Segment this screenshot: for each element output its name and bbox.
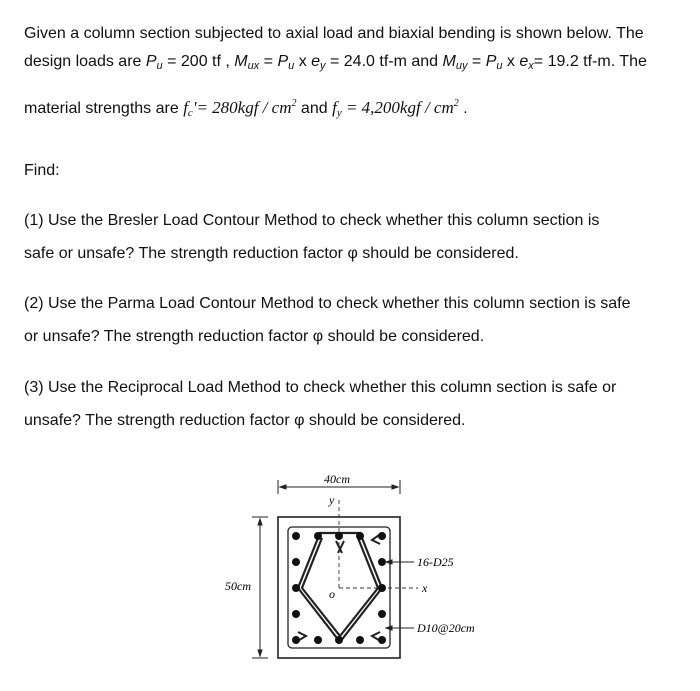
rebar: [292, 636, 300, 644]
width-label: 40cm: [324, 472, 350, 486]
rebar: [378, 636, 386, 644]
rebar: [356, 532, 364, 540]
problem-line-2: design loads are $P_u = 200$ tf , $M_{ux} = P_u$ x $e_y = 24.0$ tf-m and $M_{uy} = P_u$ x $e_x= 19.2$ tf-m. The: [24, 53, 647, 72]
problem-line-1: Given a column section subjected to axial load and biaxial bending is shown below. The: [24, 25, 644, 42]
question-2-line-2: or unsafe? The strength reduction factor φ should be considered.: [24, 328, 485, 345]
question-3-line-1: (3) Use the Reciprocal Load Method to check whether this column section is safe or: [24, 379, 617, 396]
rebar: [292, 584, 300, 592]
rebar: [292, 532, 300, 540]
find-heading: Find:: [24, 162, 60, 179]
rebar: [378, 532, 386, 540]
rebar: [335, 636, 343, 644]
question-1-line-1: (1) Use the Bresler Load Contour Method to check whether this column section is: [24, 212, 600, 229]
ties-label: D10@20cm: [417, 621, 475, 635]
height-label: 50cm: [225, 579, 251, 593]
rebar: [378, 610, 386, 618]
rebar: [314, 532, 322, 540]
rebar: [292, 610, 300, 618]
rebar: [335, 532, 343, 540]
bars-label: 16-D25: [417, 555, 454, 569]
question-2-line-1: (2) Use the Parma Load Contour Method to check whether this column section is safe: [24, 295, 631, 312]
y-axis-label: y: [329, 493, 335, 507]
x-axis-label: x: [422, 581, 428, 595]
rebar: [378, 584, 386, 592]
rebar: [314, 636, 322, 644]
question-3-line-2: unsafe? The strength reduction factor φ should be considered.: [24, 412, 466, 429]
rebar: [292, 558, 300, 566]
height-dimension: [252, 517, 268, 658]
rebar: [356, 636, 364, 644]
origin-label: o: [329, 587, 335, 601]
question-1-line-2: safe or unsafe? The strength reduction factor φ should be considered.: [24, 245, 519, 262]
problem-line-3: material strengths are $f_c'= 280kgf / cm^2$ and $f_y = 4,200kgf / cm^2$ .: [24, 98, 468, 119]
